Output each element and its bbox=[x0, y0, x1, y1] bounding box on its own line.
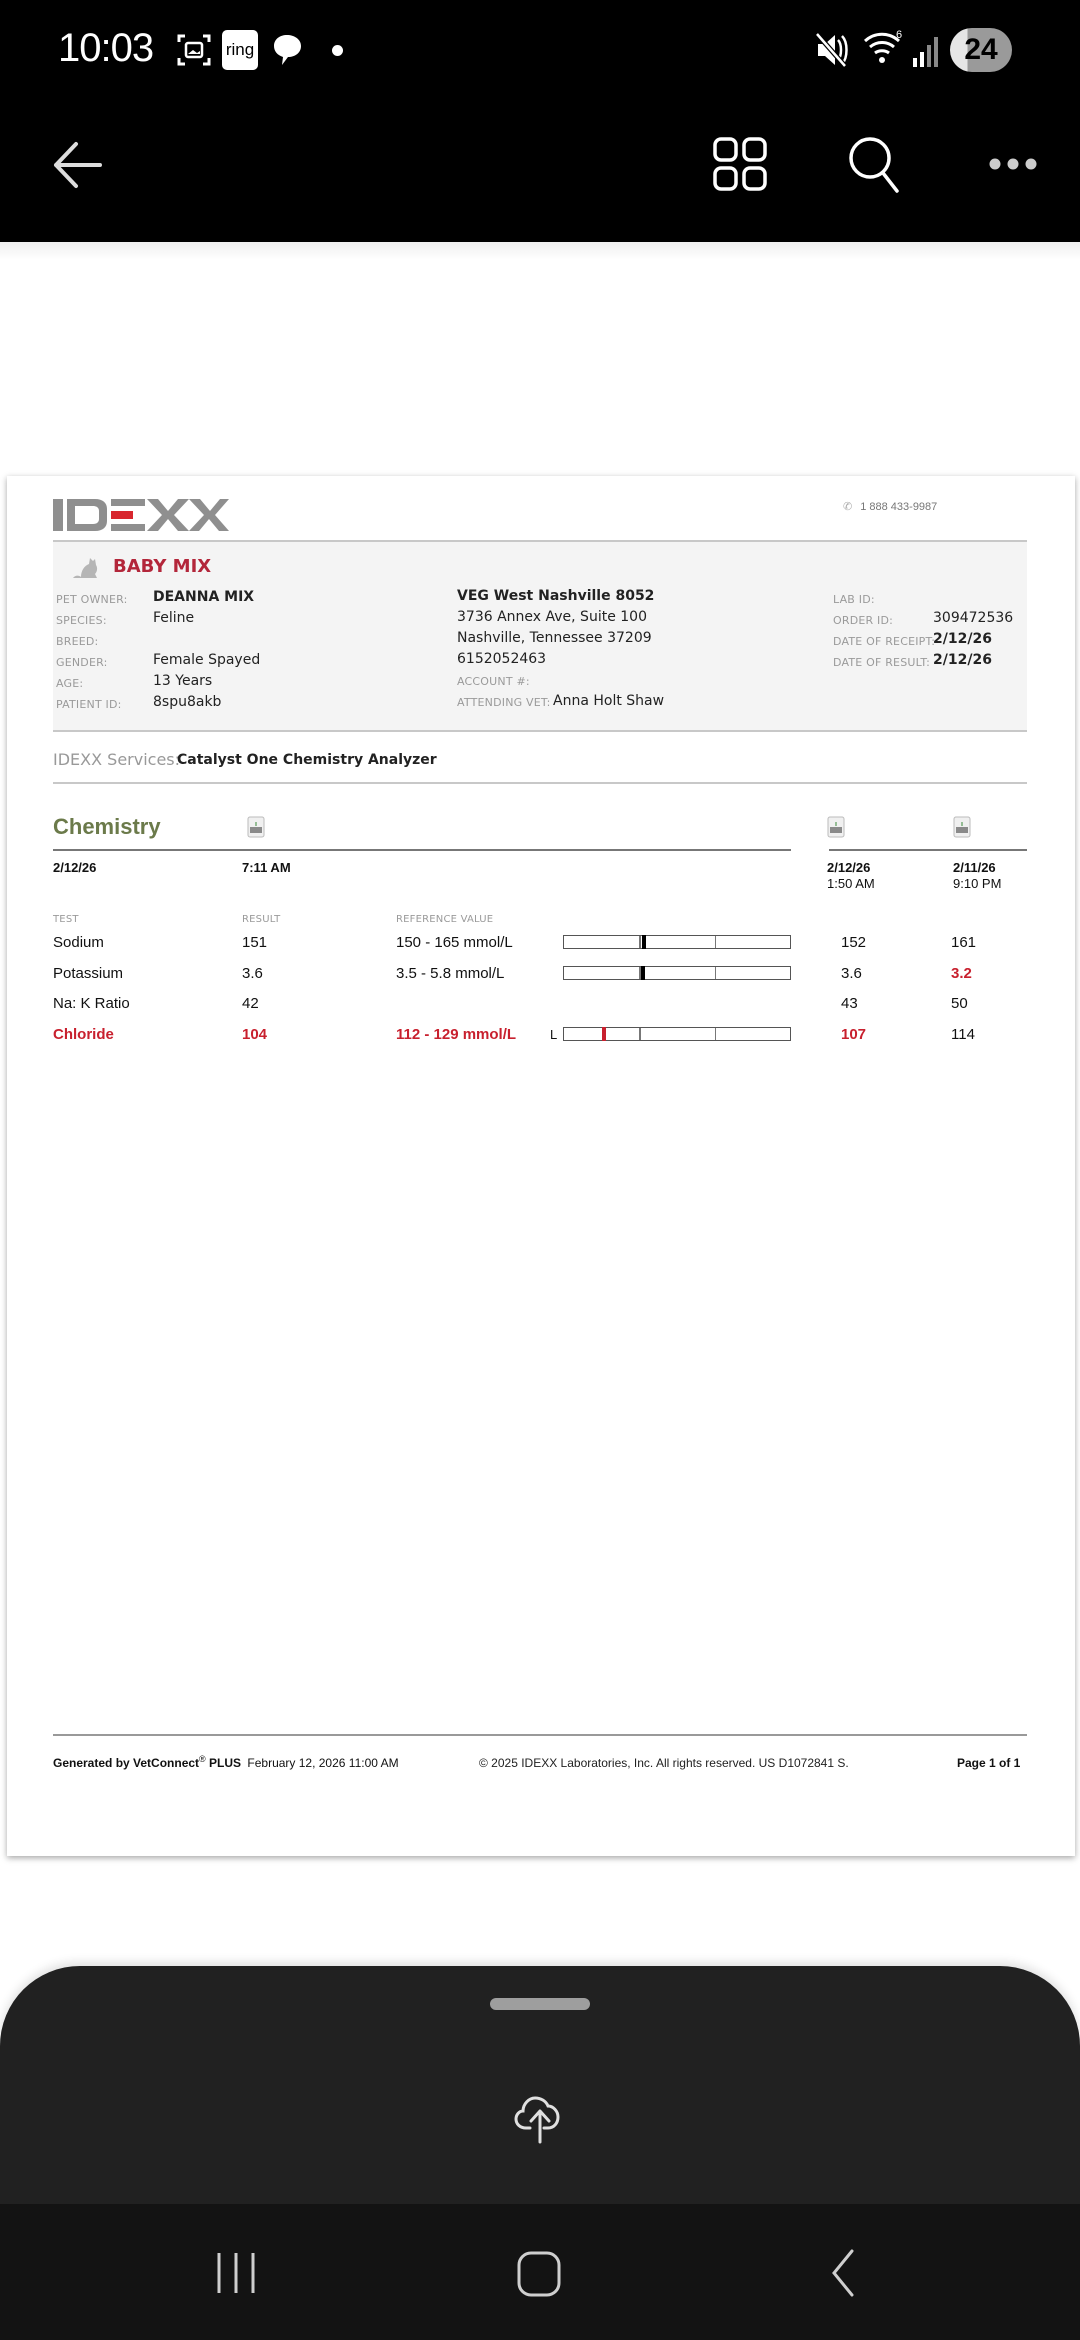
search-icon[interactable] bbox=[846, 134, 902, 194]
top-shadow bbox=[0, 242, 1080, 260]
services-value: Catalyst One Chemistry Analyzer bbox=[177, 752, 437, 768]
ring-label: ring bbox=[225, 40, 255, 59]
clinic-address-1: 3736 Annex Ave, Suite 100 bbox=[457, 609, 647, 625]
generated-date: February 12, 2026 11:00 AM bbox=[247, 1756, 399, 1770]
svg-text:6: 6 bbox=[896, 29, 903, 41]
reference-bar-high-tick bbox=[715, 936, 717, 948]
result-flag: L bbox=[550, 1026, 558, 1042]
divider bbox=[829, 849, 1027, 851]
prev-result: 3.2 bbox=[951, 964, 972, 982]
prev-result: 161 bbox=[951, 934, 977, 951]
patient-field-label: GENDER: bbox=[56, 656, 108, 669]
reference-range: 112 - 129 mmol/L bbox=[396, 1025, 517, 1043]
ring-app-icon bbox=[222, 30, 258, 70]
order-field-label: ORDER ID: bbox=[833, 614, 894, 627]
table-row bbox=[7, 1026, 1075, 1052]
patient-field-label: BREED: bbox=[56, 635, 99, 648]
analyzer-icon bbox=[247, 816, 265, 843]
clinic-address-2: Nashville, Tennessee 37209 bbox=[457, 630, 652, 646]
order-field-label: LAB ID: bbox=[833, 593, 875, 606]
patient-field-value: 8spu8akb bbox=[153, 694, 222, 710]
table-row bbox=[7, 995, 1075, 1021]
order-field-value: 309472536 bbox=[933, 610, 1014, 626]
bottom-sheet bbox=[0, 1966, 1080, 2206]
cloud-upload-icon[interactable] bbox=[510, 2086, 570, 2146]
test-name: Na: K Ratio bbox=[53, 995, 130, 1012]
account-label: ACCOUNT #: bbox=[457, 675, 530, 688]
patient-field-label: AGE: bbox=[56, 677, 84, 690]
mute-icon bbox=[814, 30, 850, 70]
back-arrow-icon[interactable] bbox=[50, 138, 104, 192]
prev-run-time: 1:50 AM bbox=[827, 876, 875, 891]
cat-icon bbox=[71, 554, 99, 580]
test-name: Chloride bbox=[53, 1025, 114, 1043]
attending-vet: Anna Holt Shaw bbox=[553, 693, 665, 709]
patient-field-label: PET OWNER: bbox=[56, 593, 128, 606]
section-title: Chemistry bbox=[53, 814, 161, 839]
screenshot-icon bbox=[176, 32, 212, 68]
chat-bubble-icon bbox=[270, 32, 306, 68]
patient-field-value: Female Spayed bbox=[153, 652, 261, 668]
order-field-label: DATE OF RECEIPT: bbox=[833, 635, 936, 648]
order-field-value: 2/12/26 bbox=[933, 631, 992, 647]
reference-bar-marker bbox=[642, 935, 646, 949]
test-result: 151 bbox=[242, 934, 268, 951]
reference-range: 3.5 - 5.8 mmol/L bbox=[396, 964, 505, 982]
more-options-icon[interactable] bbox=[988, 156, 1038, 172]
order-field-value: 2/12/26 bbox=[933, 652, 992, 668]
table-row bbox=[7, 965, 1075, 991]
test-result: 104 bbox=[242, 1025, 268, 1043]
patient-field-value: Feline bbox=[153, 610, 195, 626]
home-icon[interactable] bbox=[514, 2250, 564, 2298]
analyzer-icon bbox=[827, 816, 845, 843]
reference-bar-low-tick bbox=[639, 1028, 641, 1040]
phone-icon: ✆ bbox=[843, 501, 853, 513]
battery-level: 24 bbox=[964, 33, 998, 66]
reference-bar bbox=[563, 935, 791, 949]
reference-bar-high-tick bbox=[715, 967, 717, 979]
col-header-result: RESULT bbox=[242, 914, 281, 925]
recent-apps-icon[interactable] bbox=[214, 2250, 260, 2296]
col-header-test: TEST bbox=[53, 914, 79, 925]
current-time: 7:11 AM bbox=[242, 860, 291, 875]
app-bar bbox=[0, 100, 1080, 242]
copyright: © 2025 IDEXX Laboratories, Inc. All rights reserved. US D1072841 S. bbox=[479, 1756, 849, 1770]
test-name: Potassium bbox=[53, 964, 124, 982]
phone-number bbox=[843, 500, 937, 513]
prev-result: 107 bbox=[841, 1025, 867, 1043]
test-name: Sodium bbox=[53, 934, 104, 951]
phone-text: 1 888 433-9987 bbox=[860, 501, 938, 513]
generated-by bbox=[53, 1754, 399, 1770]
reference-bar bbox=[563, 1027, 791, 1041]
page-number: Page 1 of 1 bbox=[957, 1756, 1021, 1770]
test-result: 42 bbox=[242, 995, 259, 1012]
patient-field-label: PATIENT ID: bbox=[56, 698, 122, 711]
prev-result: 152 bbox=[841, 934, 867, 951]
patient-field-value: DEANNA MIX bbox=[153, 589, 255, 605]
services-label: IDEXX Services: bbox=[53, 750, 181, 769]
prev-run-date: 2/12/26 bbox=[827, 860, 871, 875]
prev-result: 114 bbox=[951, 1025, 975, 1043]
dot-icon bbox=[332, 45, 343, 56]
analyzer-icon bbox=[953, 816, 971, 843]
generated-suffix: PLUS bbox=[209, 1756, 242, 1770]
patient-name: BABY MIX bbox=[113, 556, 212, 577]
registered-mark: ® bbox=[199, 1754, 206, 1764]
divider bbox=[53, 730, 1027, 732]
reference-bar-low-tick bbox=[639, 936, 641, 948]
patient-field-value: 13 Years bbox=[153, 673, 213, 689]
reference-bar-marker bbox=[641, 966, 645, 980]
col-header-reference: REFERENCE VALUE bbox=[396, 914, 494, 925]
generated-prefix: Generated by VetConnect bbox=[53, 1756, 200, 1770]
clinic-name: VEG West Nashville 8052 bbox=[457, 588, 655, 604]
status-time: 10:03 bbox=[58, 26, 154, 70]
reference-bar-high-tick bbox=[715, 1028, 717, 1040]
idexx-logo bbox=[53, 498, 229, 532]
reference-bar bbox=[563, 966, 791, 980]
prev-result: 50 bbox=[951, 995, 968, 1012]
patient-info-box bbox=[53, 542, 1027, 730]
prev-run-date: 2/11/26 bbox=[953, 860, 996, 875]
clinic-phone: 6152052463 bbox=[457, 651, 547, 667]
pdf-page bbox=[7, 476, 1075, 1856]
current-date: 2/12/26 bbox=[53, 860, 97, 875]
table-row bbox=[7, 934, 1075, 960]
divider bbox=[53, 849, 791, 851]
vet-label: ATTENDING VET: bbox=[457, 696, 551, 709]
order-field-label: DATE OF RESULT: bbox=[833, 656, 931, 669]
grid-view-icon[interactable] bbox=[712, 136, 768, 192]
reference-bar-marker bbox=[602, 1027, 606, 1041]
drag-handle[interactable] bbox=[490, 1998, 590, 2010]
prev-result: 43 bbox=[841, 995, 858, 1012]
reference-range: 150 - 165 mmol/L bbox=[396, 934, 513, 951]
patient-field-label: SPECIES: bbox=[56, 614, 107, 627]
battery-indicator bbox=[950, 28, 1012, 72]
status-bar bbox=[0, 0, 1080, 100]
prev-result: 3.6 bbox=[841, 964, 862, 982]
divider bbox=[53, 782, 1027, 784]
footer-divider bbox=[53, 1734, 1027, 1736]
back-icon[interactable] bbox=[828, 2248, 858, 2298]
navigation-bar bbox=[0, 2204, 1080, 2340]
wifi-icon bbox=[862, 28, 904, 68]
test-result: 3.6 bbox=[242, 964, 263, 982]
signal-icon bbox=[912, 34, 942, 68]
prev-run-time: 9:10 PM bbox=[953, 876, 1002, 891]
